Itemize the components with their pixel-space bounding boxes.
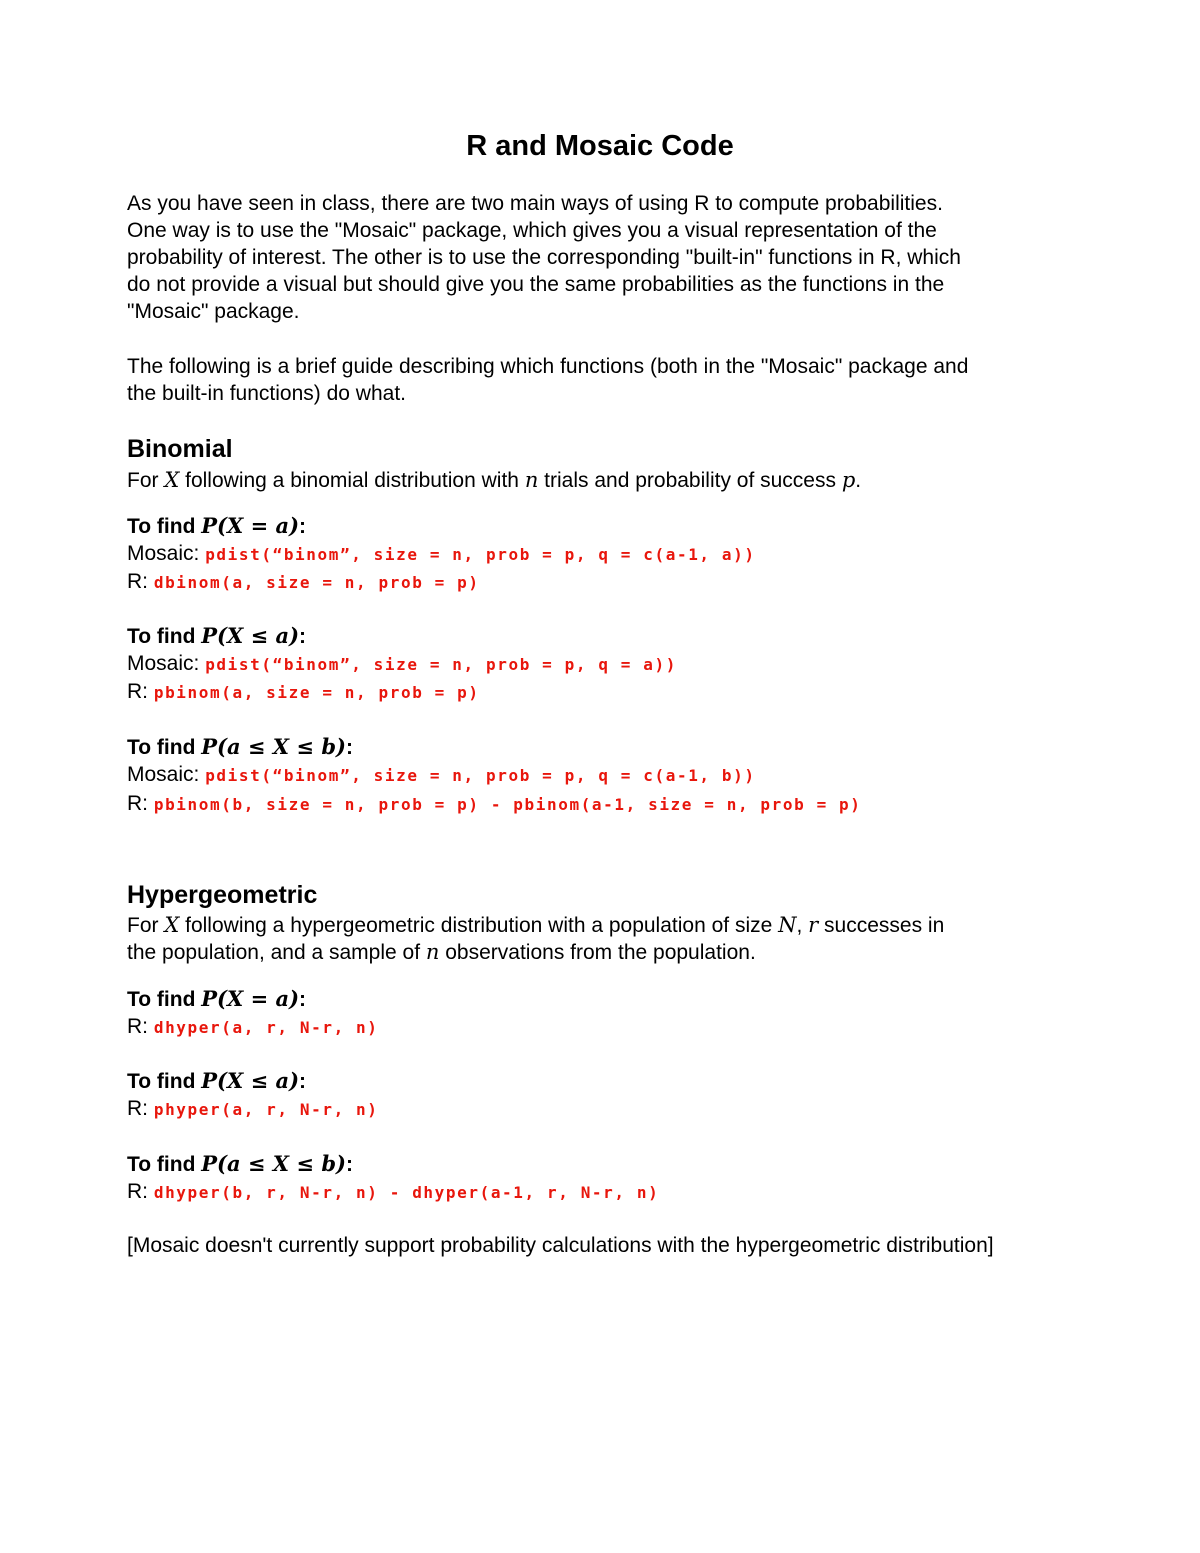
section-heading-hypergeometric: Hypergeometric — [127, 881, 318, 909]
case-heading: To find P(a ≤ X ≤ b): — [127, 734, 353, 759]
r-code-line: R: pbinom(b, size = n, prob = p) - pbinom(a-1, size = n, prob = p) — [127, 792, 862, 815]
hypergeometric-note: [Mosaic doesn't currently support probability calculations with the hypergeometric distribution] — [127, 1234, 994, 1257]
math-var: X — [164, 913, 180, 937]
intro-paragraph-1 — [127, 190, 1087, 325]
math-expression: P(X = a) — [201, 513, 300, 538]
intro-line: "Mosaic" package. — [127, 300, 300, 323]
r-code-line: R: dhyper(b, r, N-r, n) - dhyper(a-1, r, N-r, n) — [127, 1180, 660, 1203]
code-snippet: dbinom(a, size = n, prob = p) — [153, 573, 480, 592]
case-heading: To find P(X = a): — [127, 513, 307, 538]
r-code-line: R: pbinom(a, size = n, prob = p) — [127, 680, 480, 703]
math-var: n — [524, 468, 539, 492]
intro-line: As you have seen in class, there are two main ways of using R to compute probabilities. — [127, 192, 943, 215]
math-var: X — [164, 468, 180, 492]
math-var: r — [808, 913, 819, 937]
math-expression: P(X ≤ a) — [201, 1068, 300, 1093]
intro-line: One way is to use the "Mosaic" package, which gives you a visual representation of the — [127, 219, 937, 242]
code-snippet: pbinom(a, size = n, prob = p) — [153, 683, 480, 702]
math-expression: P(X ≤ a) — [201, 623, 300, 648]
case-heading: To find P(a ≤ X ≤ b): — [127, 1151, 353, 1176]
intro-line: probability of interest. The other is to use the corresponding "built-in" functions in R, which — [127, 246, 961, 269]
r-code-line: R: dbinom(a, size = n, prob = p) — [127, 570, 480, 593]
code-snippet: dhyper(a, r, N-r, n) — [153, 1018, 379, 1037]
r-code-line: R: dhyper(a, r, N-r, n) — [127, 1015, 379, 1038]
case-heading: To find P(X = a): — [127, 986, 307, 1011]
mosaic-code-line: Mosaic: pdist(“binom”, size = n, prob = p, q = a)) — [127, 652, 677, 675]
mosaic-code-line: Mosaic: pdist(“binom”, size = n, prob = p, q = c(a-1, b)) — [127, 763, 756, 786]
intro-line: The following is a brief guide describing which functions (both in the "Mosaic" package and — [127, 355, 969, 378]
mosaic-code-line: Mosaic: pdist(“binom”, size = n, prob = p, q = c(a-1, a)) — [127, 542, 756, 565]
hypergeometric-description: the population, and a sample of n observations from the population. — [127, 940, 756, 964]
code-snippet: pdist(“binom”, size = n, prob = p, q = c(a-1, b)) — [205, 766, 756, 785]
code-snippet: pdist(“binom”, size = n, prob = p, q = a)) — [205, 655, 677, 674]
intro-paragraph-2 — [127, 353, 1087, 407]
math-expression: P(a ≤ X ≤ b) — [201, 734, 346, 759]
section-heading-binomial: Binomial — [127, 435, 233, 463]
math-var: p — [841, 468, 856, 492]
math-expression: P(a ≤ X ≤ b) — [201, 1151, 346, 1176]
intro-line: the built-in functions) do what. — [127, 382, 406, 405]
page-title: R and Mosaic Code — [466, 130, 734, 162]
case-heading: To find P(X ≤ a): — [127, 1068, 307, 1093]
case-heading: To find P(X ≤ a): — [127, 623, 307, 648]
code-snippet: pdist(“binom”, size = n, prob = p, q = c(a-1, a)) — [205, 545, 756, 564]
math-expression: P(X = a) — [201, 986, 300, 1011]
intro-line: do not provide a visual but should give you the same probabilities as the functions in the — [127, 273, 945, 296]
math-var: N — [778, 913, 797, 937]
code-snippet: pbinom(b, size = n, prob = p) - pbinom(a-1, size = n, prob = p) — [153, 795, 862, 814]
code-snippet: dhyper(b, r, N-r, n) - dhyper(a-1, r, N-r, n) — [153, 1183, 660, 1202]
math-var: n — [425, 940, 440, 964]
r-code-line: R: phyper(a, r, N-r, n) — [127, 1097, 379, 1120]
binomial-description: For X following a binomial distribution with n trials and probability of success p. — [127, 468, 862, 492]
hypergeometric-description: For X following a hypergeometric distribution with a population of size N, r successes in — [127, 913, 945, 937]
code-snippet: phyper(a, r, N-r, n) — [153, 1100, 379, 1119]
